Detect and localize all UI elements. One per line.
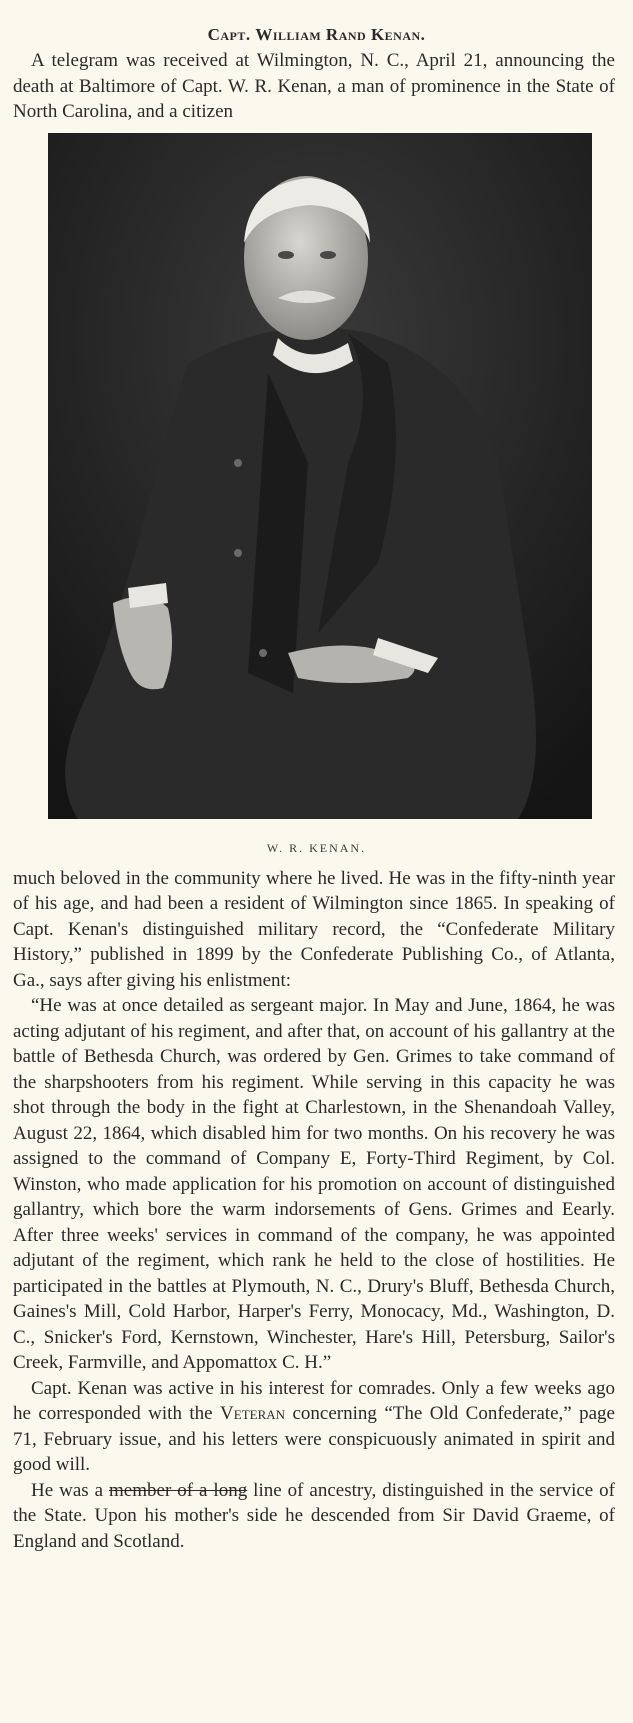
ancestry-paragraph — [13, 1478, 615, 1555]
title-name: William Rand Kenan. — [255, 25, 426, 44]
title-prefix: Capt. — [207, 25, 251, 44]
article-title — [0, 0, 633, 46]
comrades-text-after: concerning “The Old Confederate,” page 71, February issue, and his letters were conspicuously animated in spirit and good will. — [13, 1403, 615, 1475]
veteran-name: Veteran — [220, 1403, 286, 1424]
comrades-paragraph — [13, 1376, 615, 1478]
ancestry-text-before: He was a — [31, 1479, 110, 1501]
intro-paragraph: A telegram was received at Wilmington, N. C., April 21, announcing the death at Baltimore of Capt. W. R. Kenan, a man of prominence in the State of North Carolina, and a citizen — [13, 50, 615, 122]
continuation-paragraph: much beloved in the community where he lived. He was in the fifty-ninth year of his age, and had been a resident of Wilmington since 1865. In speaking of Capt. Kenan's distinguished military record, the “Confederate Military History,” published in 1899 by the Confederate Publishing Co., of Atlanta, Ga., says after giving his enlistment: — [13, 867, 615, 991]
ancestry-text-after: line of ancestry, distinguished in the service of the State. Upon his mother's side he descended from Sir David Graeme, of England and Scotland. — [13, 1479, 616, 1552]
quote-paragraph: “He was at once detailed as sergeant major. In May and June, 1864, he was acting adjutant of his regiment, and after that, on account of his gallantry at the battle of Bethesda Church, was ordered by Gen. Grimes to take command of the sharpshooters from his regiment. While serving in this capacity he was shot through the body in the fight at Charlestown, in the Shenandoah Valley, August 22, 1864, which disabled him for two months. On his recovery he was assigned to the command of Company E, Forty-Third Regiment, by Col. Winston, who made application for his promotion on account of distinguished gallantry, which bore the warm indorsements of Gens. Grimes and Eearly. After three weeks' services in command of the company, he was appointed adjutant of the regiment, which rank he held to the close of hostilities. He participated in the battles at Plymouth, N. C., Drury's Bluff, Bethesda Church, Gaines's Mill, Cold Harbor, Harper's Ferry, Monocacy, Md., Washington, D. C., Snicker's Ford, Kernstown, Winchester, Hare's Hill, Petersburg, Sailor's Creek, Farmville, and Appomattox C. H.” — [13, 995, 615, 1373]
ancestry-struck-text: member of a long — [109, 1479, 248, 1501]
comrades-text-before: Capt. Kenan was active in his interest for comrades. Only a few weeks ago he corresponded with the — [13, 1377, 615, 1424]
photo-caption: W. R. KENAN. — [266, 840, 367, 855]
portrait-photo — [48, 133, 592, 819]
